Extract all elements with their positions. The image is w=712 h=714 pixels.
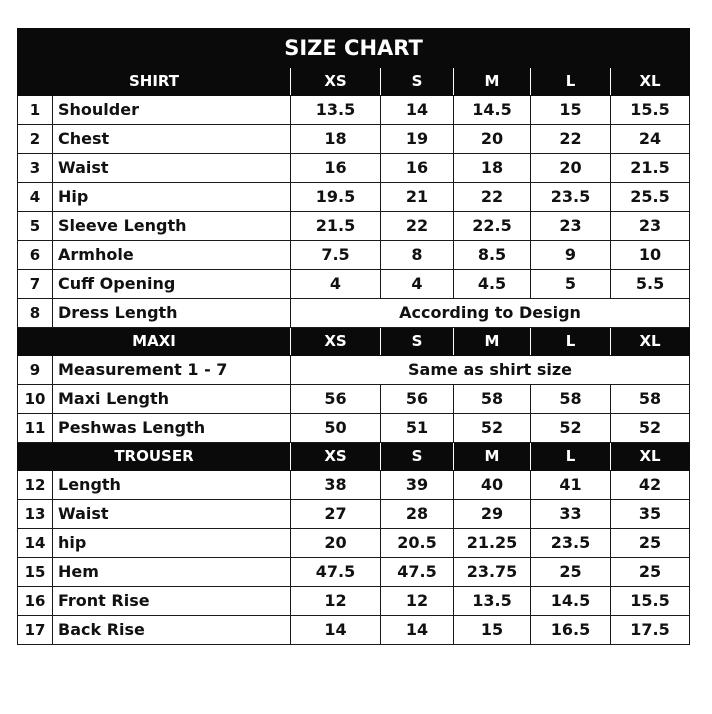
size-header: XS — [291, 443, 381, 471]
size-value: 29 — [454, 500, 531, 529]
measurement-label: Cuff Opening — [53, 270, 291, 299]
measurement-label: Armhole — [53, 241, 291, 270]
size-value: 12 — [381, 587, 454, 616]
size-value: 20.5 — [381, 529, 454, 558]
table-row — [18, 529, 690, 558]
row-number: 7 — [18, 270, 53, 299]
chart-title: SIZE CHART — [18, 29, 690, 68]
size-header: XL — [611, 443, 690, 471]
size-value: 5 — [531, 270, 611, 299]
size-value: 21.5 — [291, 212, 381, 241]
size-value: 13.5 — [454, 587, 531, 616]
row-number: 13 — [18, 500, 53, 529]
size-value: 58 — [454, 385, 531, 414]
size-header: L — [531, 328, 611, 356]
row-number: 9 — [18, 356, 53, 385]
size-value: 58 — [611, 385, 690, 414]
size-value: 4 — [291, 270, 381, 299]
size-value: 22 — [454, 183, 531, 212]
size-value: 25.5 — [611, 183, 690, 212]
row-number: 3 — [18, 154, 53, 183]
measurement-label: Hem — [53, 558, 291, 587]
size-value: 28 — [381, 500, 454, 529]
row-number: 6 — [18, 241, 53, 270]
row-number: 8 — [18, 299, 53, 328]
row-number: 15 — [18, 558, 53, 587]
row-number: 16 — [18, 587, 53, 616]
size-chart-table — [17, 28, 690, 645]
title-row — [18, 29, 690, 68]
size-value: 16 — [381, 154, 454, 183]
table-row — [18, 616, 690, 645]
merged-note: According to Design — [291, 299, 690, 328]
size-value: 15.5 — [611, 96, 690, 125]
measurement-label: Dress Length — [53, 299, 291, 328]
size-value: 8.5 — [454, 241, 531, 270]
size-value: 13.5 — [291, 96, 381, 125]
measurement-label: Peshwas Length — [53, 414, 291, 443]
size-value: 47.5 — [381, 558, 454, 587]
size-value: 23.75 — [454, 558, 531, 587]
size-value: 17.5 — [611, 616, 690, 645]
row-number: 4 — [18, 183, 53, 212]
row-number: 10 — [18, 385, 53, 414]
size-value: 25 — [531, 558, 611, 587]
table-row — [18, 270, 690, 299]
table-row — [18, 212, 690, 241]
size-value: 5.5 — [611, 270, 690, 299]
table-row — [18, 385, 690, 414]
size-header: S — [381, 443, 454, 471]
size-value: 14 — [291, 616, 381, 645]
size-value: 33 — [531, 500, 611, 529]
size-value: 22 — [381, 212, 454, 241]
size-chart-body — [18, 29, 690, 645]
size-value: 16 — [291, 154, 381, 183]
size-value: 27 — [291, 500, 381, 529]
size-value: 16.5 — [531, 616, 611, 645]
size-value: 25 — [611, 558, 690, 587]
section-header-maxi — [18, 328, 690, 356]
size-value: 41 — [531, 471, 611, 500]
section-header-trouser — [18, 443, 690, 471]
size-header: M — [454, 68, 531, 96]
size-value: 42 — [611, 471, 690, 500]
size-value: 19 — [381, 125, 454, 154]
measurement-label: Length — [53, 471, 291, 500]
measurement-label: Waist — [53, 500, 291, 529]
measurement-label: Chest — [53, 125, 291, 154]
size-value: 52 — [611, 414, 690, 443]
section-title: TROUSER — [18, 443, 291, 471]
section-title: MAXI — [18, 328, 291, 356]
size-header: L — [531, 443, 611, 471]
size-header: M — [454, 443, 531, 471]
size-value: 14 — [381, 616, 454, 645]
size-header: L — [531, 68, 611, 96]
size-value: 15 — [454, 616, 531, 645]
size-header: S — [381, 328, 454, 356]
size-value: 4.5 — [454, 270, 531, 299]
measurement-label: Shoulder — [53, 96, 291, 125]
table-row — [18, 500, 690, 529]
size-value: 15.5 — [611, 587, 690, 616]
row-number: 11 — [18, 414, 53, 443]
size-value: 14.5 — [531, 587, 611, 616]
size-value: 56 — [291, 385, 381, 414]
section-header-shirt — [18, 68, 690, 96]
size-value: 14.5 — [454, 96, 531, 125]
measurement-label: Sleeve Length — [53, 212, 291, 241]
size-value: 14 — [381, 96, 454, 125]
measurement-label: Measurement 1 - 7 — [53, 356, 291, 385]
size-value: 56 — [381, 385, 454, 414]
row-number: 17 — [18, 616, 53, 645]
section-title: SHIRT — [18, 68, 291, 96]
table-row — [18, 125, 690, 154]
size-value: 39 — [381, 471, 454, 500]
row-number: 5 — [18, 212, 53, 241]
size-value: 51 — [381, 414, 454, 443]
size-value: 21 — [381, 183, 454, 212]
measurement-label: Maxi Length — [53, 385, 291, 414]
size-value: 18 — [291, 125, 381, 154]
size-value: 20 — [454, 125, 531, 154]
table-row — [18, 241, 690, 270]
table-row — [18, 183, 690, 212]
size-header: M — [454, 328, 531, 356]
measurement-label: hip — [53, 529, 291, 558]
table-row — [18, 471, 690, 500]
size-value: 22 — [531, 125, 611, 154]
size-header: XL — [611, 68, 690, 96]
size-value: 7.5 — [291, 241, 381, 270]
size-value: 10 — [611, 241, 690, 270]
size-value: 20 — [531, 154, 611, 183]
size-value: 4 — [381, 270, 454, 299]
size-header: XL — [611, 328, 690, 356]
size-value: 52 — [531, 414, 611, 443]
table-row — [18, 558, 690, 587]
size-value: 15 — [531, 96, 611, 125]
size-value: 12 — [291, 587, 381, 616]
size-value: 20 — [291, 529, 381, 558]
size-value: 38 — [291, 471, 381, 500]
size-value: 21.5 — [611, 154, 690, 183]
row-number: 1 — [18, 96, 53, 125]
size-value: 23.5 — [531, 529, 611, 558]
size-value: 19.5 — [291, 183, 381, 212]
size-value: 23 — [531, 212, 611, 241]
table-row — [18, 414, 690, 443]
row-number: 12 — [18, 471, 53, 500]
size-value: 52 — [454, 414, 531, 443]
table-row — [18, 587, 690, 616]
size-value: 24 — [611, 125, 690, 154]
measurement-label: Front Rise — [53, 587, 291, 616]
size-value: 23 — [611, 212, 690, 241]
measurement-label: Hip — [53, 183, 291, 212]
size-value: 40 — [454, 471, 531, 500]
size-value: 22.5 — [454, 212, 531, 241]
size-value: 8 — [381, 241, 454, 270]
measurement-label: Back Rise — [53, 616, 291, 645]
row-number: 14 — [18, 529, 53, 558]
size-header: S — [381, 68, 454, 96]
measurement-label: Waist — [53, 154, 291, 183]
table-row — [18, 299, 690, 328]
table-row — [18, 356, 690, 385]
size-value: 35 — [611, 500, 690, 529]
size-value: 9 — [531, 241, 611, 270]
row-number: 2 — [18, 125, 53, 154]
table-row — [18, 154, 690, 183]
table-row — [18, 96, 690, 125]
size-value: 25 — [611, 529, 690, 558]
size-value: 58 — [531, 385, 611, 414]
size-header: XS — [291, 68, 381, 96]
merged-note: Same as shirt size — [291, 356, 690, 385]
size-value: 50 — [291, 414, 381, 443]
size-value: 47.5 — [291, 558, 381, 587]
size-value: 23.5 — [531, 183, 611, 212]
size-value: 18 — [454, 154, 531, 183]
size-value: 21.25 — [454, 529, 531, 558]
size-header: XS — [291, 328, 381, 356]
